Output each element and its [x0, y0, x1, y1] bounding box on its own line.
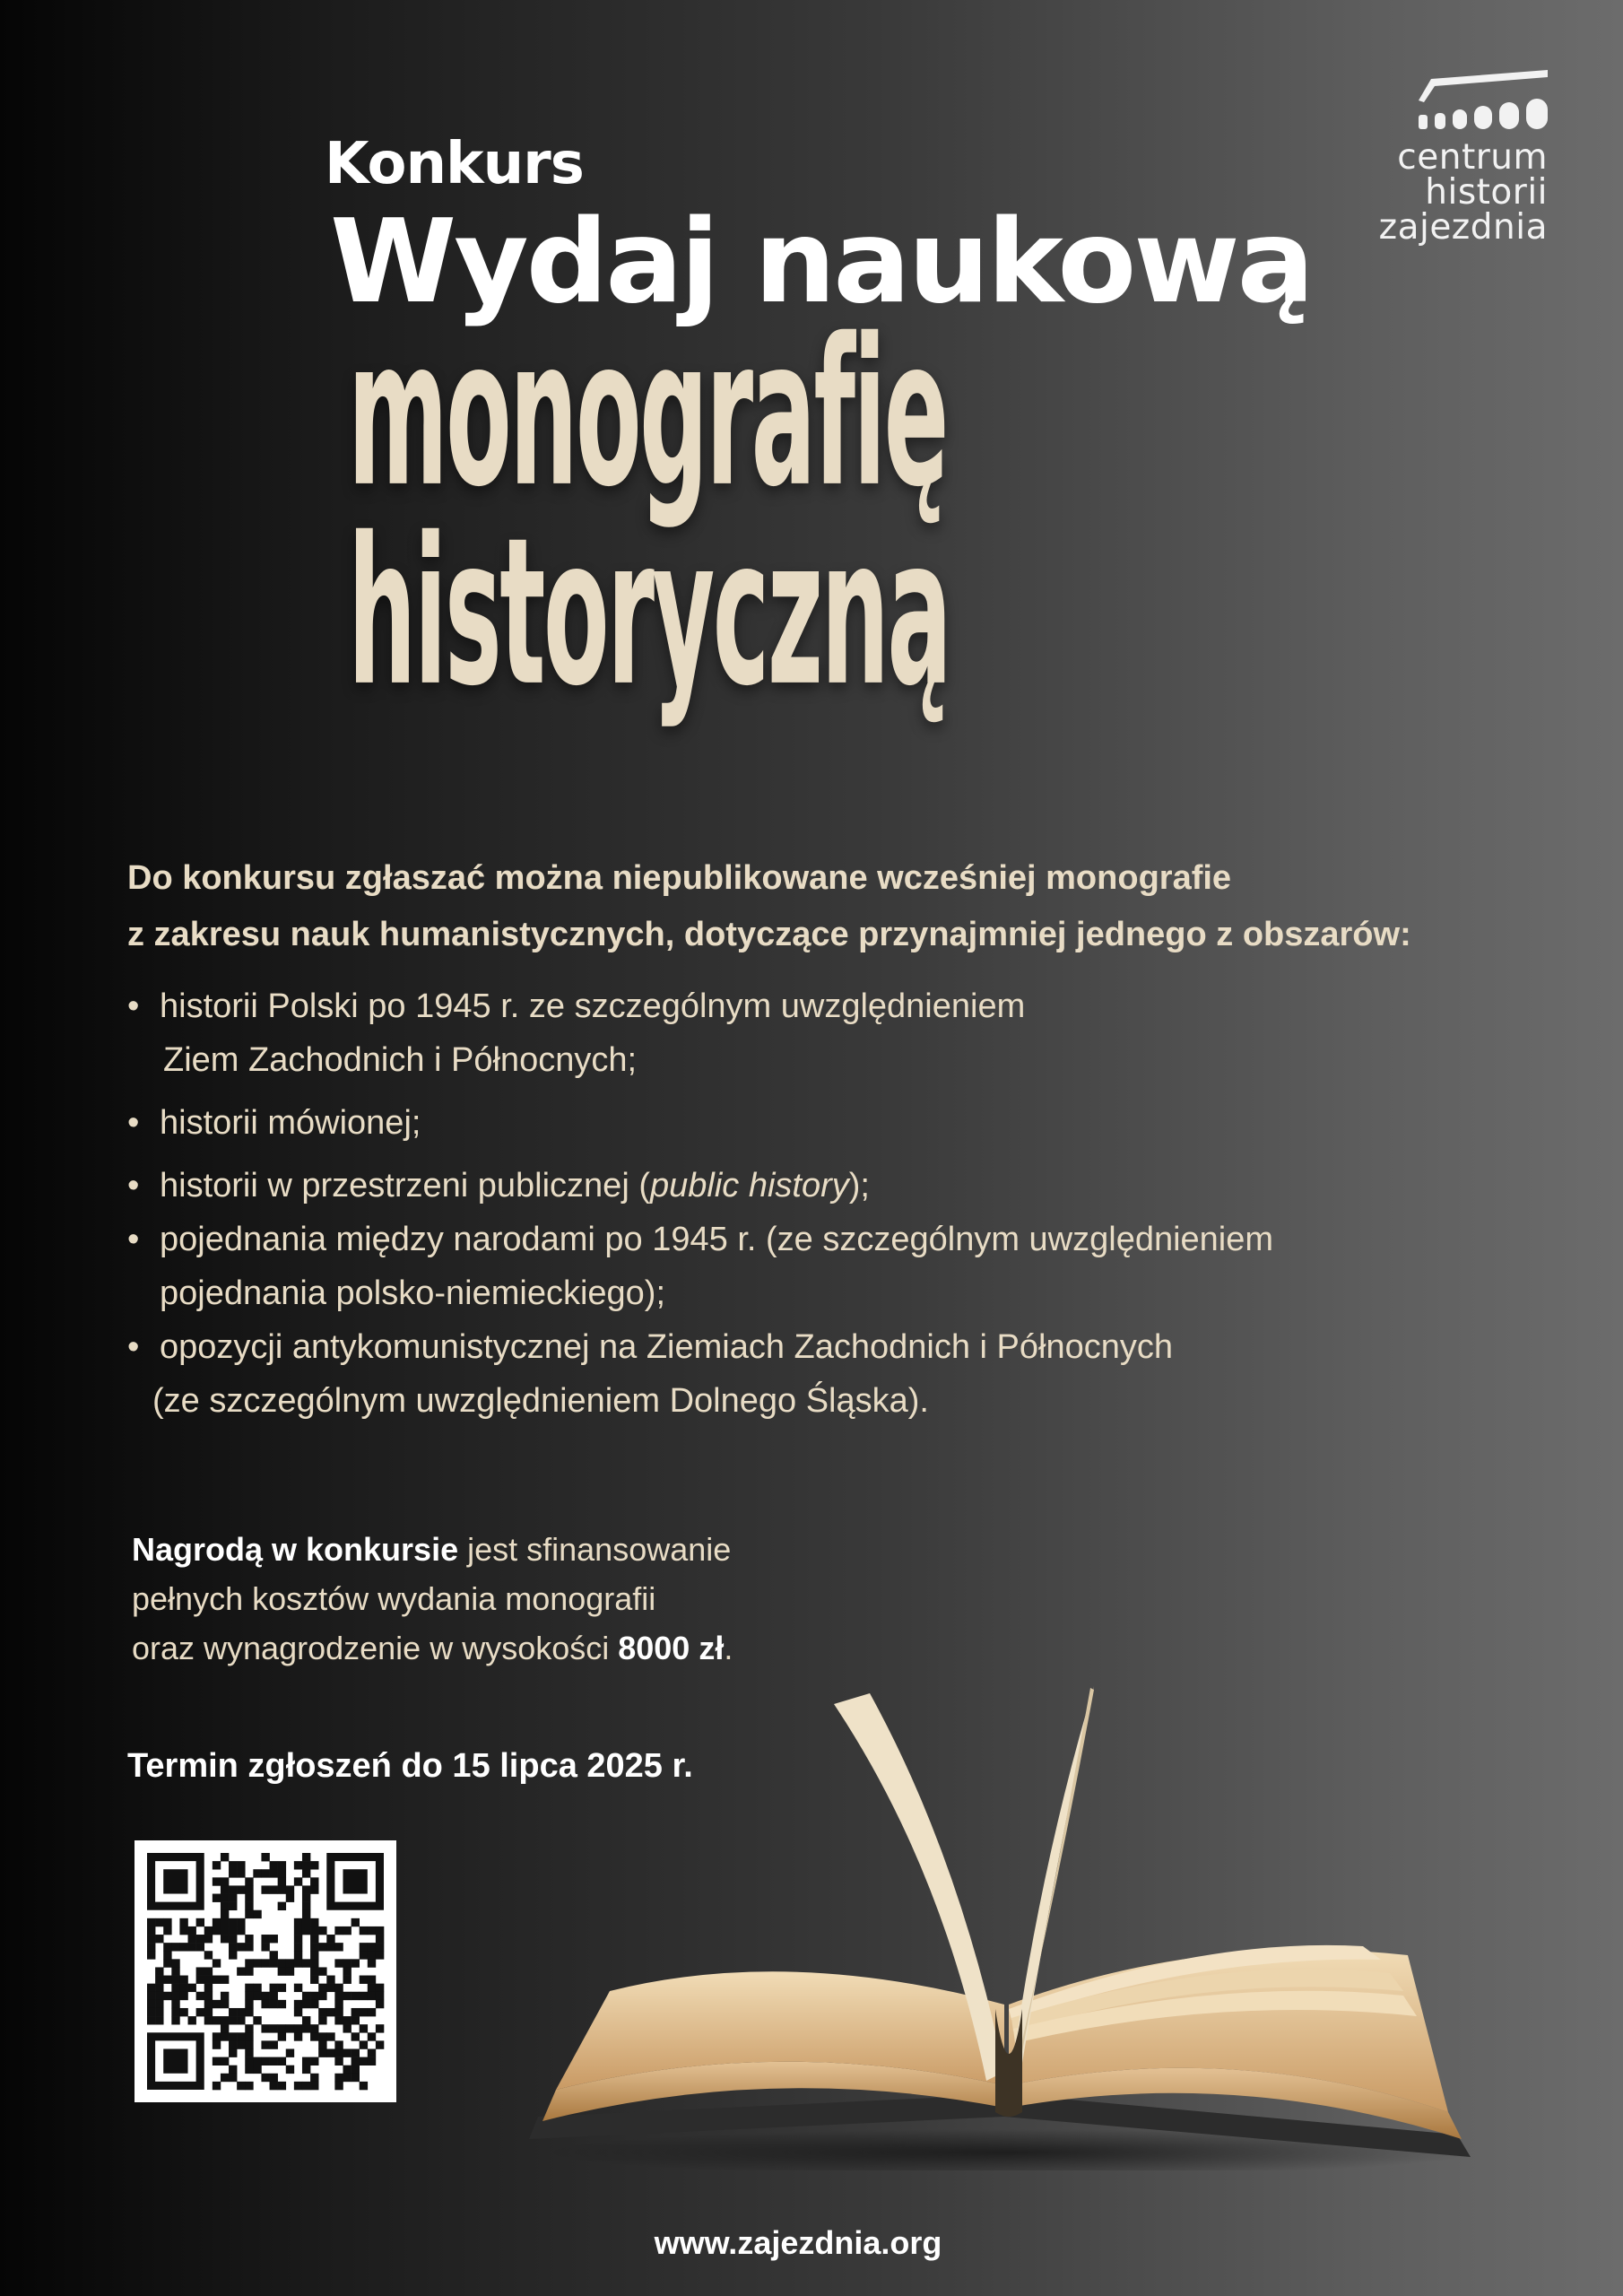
qr-code-icon[interactable]	[135, 1840, 396, 2102]
areas-list	[127, 979, 1526, 1428]
open-book-icon	[520, 1686, 1497, 2175]
intro-line-2: z zakresu nauk humanistycznych, dotyczące przynajmniej jednego z obszarów:	[127, 916, 1411, 953]
list-item: • opozycji antykomunistycznej na Ziemiach Zachodnich i Północnych (ze szczególnym uwzględnieniem Dolnego Śląska).	[127, 1320, 1526, 1428]
prize-paragraph: Nagrodą w konkursie jest sfinansowanie pełnych kosztów wydania monografii oraz wynagrodzenie w wysokości 8000 zł.	[132, 1531, 733, 1666]
logo-line-2: historii	[1425, 172, 1548, 213]
website-link[interactable]: www.zajezdnia.org	[654, 2224, 942, 2261]
logo-line-3: zajezdnia	[1378, 207, 1548, 248]
list-item: • historii mówionej;	[127, 1096, 1526, 1150]
logo-line-1: centrum	[1397, 137, 1548, 178]
centrum-historii-zajezdnia-logo	[1377, 63, 1548, 248]
qr-code-graphic	[135, 1840, 396, 2102]
deadline-text: Termin zgłoszeń do 15 lipca 2025 r.	[127, 1747, 693, 1785]
headline-line-3: historyczną	[348, 495, 950, 732]
headline-line-2: monografię	[348, 296, 947, 533]
depot-building-icon	[1413, 63, 1548, 133]
headline-line-1: Wydaj naukową	[330, 196, 1312, 329]
list-item: • historii w przestrzeni publicznej (public history);	[127, 1159, 1526, 1213]
list-item: • pojednania między narodami po 1945 r. (ze szczególnym uwzględnieniem pojednania polsko-niemieckiego);	[127, 1213, 1526, 1320]
italic-term: public history	[649, 1167, 849, 1205]
list-item: • historii Polski po 1945 r. ze szczególnym uwzględnieniem Ziem Zachodnich i Północnych;	[127, 979, 1526, 1087]
prize-lead: Nagrodą w konkursie	[132, 1531, 459, 1568]
headline-kicker: Konkurs	[325, 131, 584, 197]
intro-paragraph	[127, 850, 1526, 963]
prize-amount: 8000 zł	[618, 1630, 725, 1666]
intro-line-1: Do konkursu zgłaszać można niepublikowane wcześniej monografie	[127, 859, 1232, 897]
